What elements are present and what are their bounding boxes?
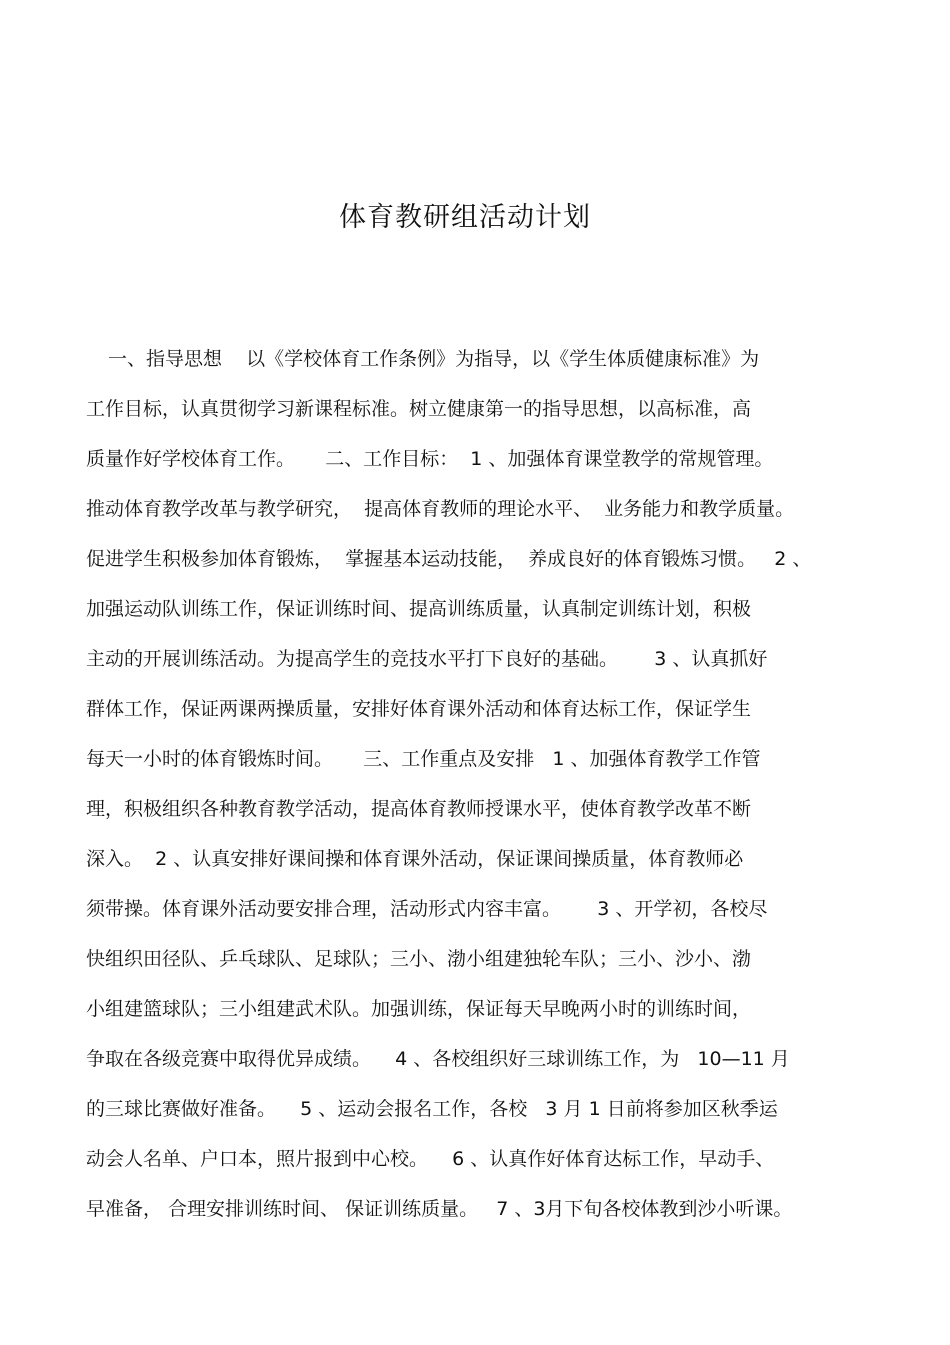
body-line: 群体工作，保证两课两操质量，安排好体育课外活动和体育达标工作，保证学生 xyxy=(86,698,752,720)
document-title: 体育教研组活动计划 xyxy=(339,202,591,233)
body-line: 理，积极组织各种教育教学活动，提高体育教师授课水平，使体育教学改革不断 xyxy=(86,798,752,820)
body-line: 早准备， 合理安排训练时间、 保证训练质量。 7 、3月下旬各校体教到沙小听课。 xyxy=(86,1198,793,1220)
body-line: 快组织田径队、乒乓球队、足球队；三小、渤小组建独轮车队；三小、沙小、渤 xyxy=(86,948,752,970)
body-line: 小组建篮球队；三小组建武术队。加强训练，保证每天早晚两小时的训练时间， xyxy=(86,998,752,1020)
body-line: 质量作好学校体育工作。 二、工作目标： 1 、加强体育课堂教学的常规管理。 xyxy=(86,448,774,470)
body-line: 主动的开展训练活动。为提高学生的竞技水平打下良好的基础。 3 、认真抓好 xyxy=(86,648,768,670)
body-line: 动会人名单、户口本，照片报到中心校。 6 、认真作好体育达标工作，早动手、 xyxy=(86,1148,775,1170)
body-line: 深入。 2 、认真安排好课间操和体育课外活动，保证课间操质量，体育教师必 xyxy=(86,848,744,870)
body-line: 的三球比赛做好准备。 5 、运动会报名工作，各校 3 月 1 日前将参加区秋季运 xyxy=(86,1098,778,1120)
body-line: 推动体育教学改革与教学研究， 提高体育教师的理论水平、 业务能力和教学质量。 xyxy=(86,498,795,520)
body-line: 促进学生积极参加体育锻炼， 掌握基本运动技能， 养成良好的体育锻炼习惯。 2 、 xyxy=(86,548,812,570)
body-line: 争取在各级竞赛中取得优异成绩。 4 、各校组织好三球训练工作，为 10—11 月 xyxy=(86,1048,790,1070)
body-line: 工作目标，认真贯彻学习新课程标准。树立健康第一的指导思想，以高标准，高 xyxy=(86,398,752,420)
body-line: 每天一小时的体育锻炼时间。 三、工作重点及安排 1 、加强体育教学工作管 xyxy=(86,748,761,770)
body-line: 一、指导思想 以《学校体育工作条例》为指导，以《学生体质健康标准》为 xyxy=(108,348,760,370)
body-line: 加强运动队训练工作，保证训练时间、提高训练质量，认真制定训练计划，积极 xyxy=(86,598,752,620)
body-line: 须带操。体育课外活动要安排合理，活动形式内容丰富。 3 、开学初，各校尽 xyxy=(86,898,768,920)
